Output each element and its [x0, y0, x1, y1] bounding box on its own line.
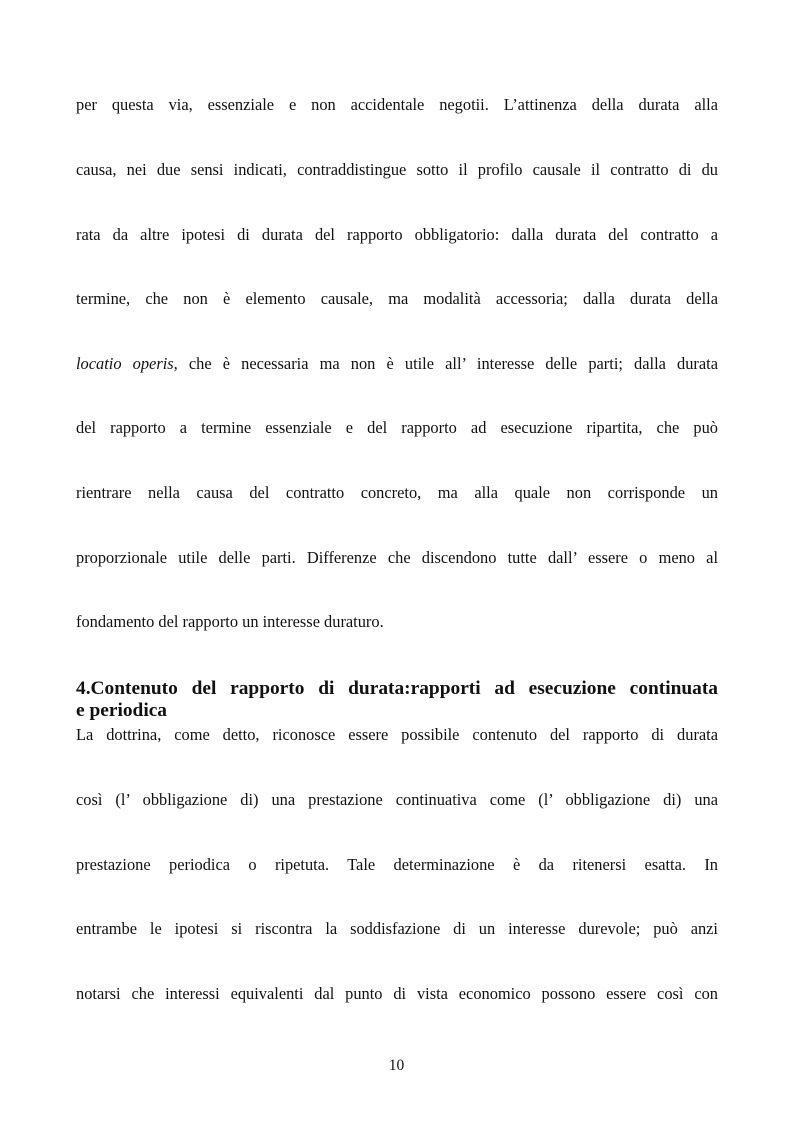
paragraph-line: del rapporto a termine essenziale e del rapporto ad esecuzione ripartita, che può	[76, 418, 718, 437]
paragraph-line: La dottrina, come detto, riconosce essere possibile contenuto del rapporto di durata	[76, 725, 718, 744]
paragraph-line: causa, nei due sensi indicati, contraddistingue sotto il profilo causale il contratto di du	[76, 160, 718, 179]
paragraph-line: entrambe le ipotesi si riscontra la soddisfazione di un interesse durevole; può anzi	[76, 919, 718, 938]
paragraph-line: termine, che non è elemento causale, ma modalità accessoria; dalla durata della	[76, 289, 718, 308]
section-heading	[76, 678, 718, 722]
paragraph-line: per questa via, essenziale e non accidentale negotii. L’attinenza della durata alla	[76, 95, 718, 114]
paragraph-line: così (l’ obbligazione di) una prestazione continuativa come (l’ obbligazione di) una	[76, 790, 718, 809]
latin-term: locatio operis	[76, 354, 174, 373]
page-number: 10	[388, 1057, 405, 1074]
section-heading-line: e periodica	[76, 700, 168, 721]
paragraph-line: rientrare nella causa del contratto concreto, ma alla quale non corrisponde un	[76, 483, 718, 502]
paragraph-line: proporzionale utile delle parti. Differenze che discendono tutte dall’ essere o meno al	[76, 548, 718, 567]
section-heading-line: 4.Contenuto del rapporto di durata:rapporti ad esecuzione continuata	[76, 678, 718, 699]
paragraph-line: prestazione periodica o ripetuta. Tale determinazione è da ritenersi esatta. In	[76, 855, 718, 874]
paragraph-line: fondamento del rapporto un interesse duraturo.	[76, 612, 384, 631]
paragraph-line: notarsi che interessi equivalenti dal punto di vista economico possono essere così con	[76, 984, 718, 1003]
paragraph-line: rata da altre ipotesi di durata del rapporto obbligatorio: dalla durata del contratto a	[76, 225, 718, 244]
paragraph-line-rest: , che è necessaria ma non è utile all’ interesse delle parti; dalla durata	[173, 354, 718, 373]
paragraph-line	[76, 354, 718, 374]
